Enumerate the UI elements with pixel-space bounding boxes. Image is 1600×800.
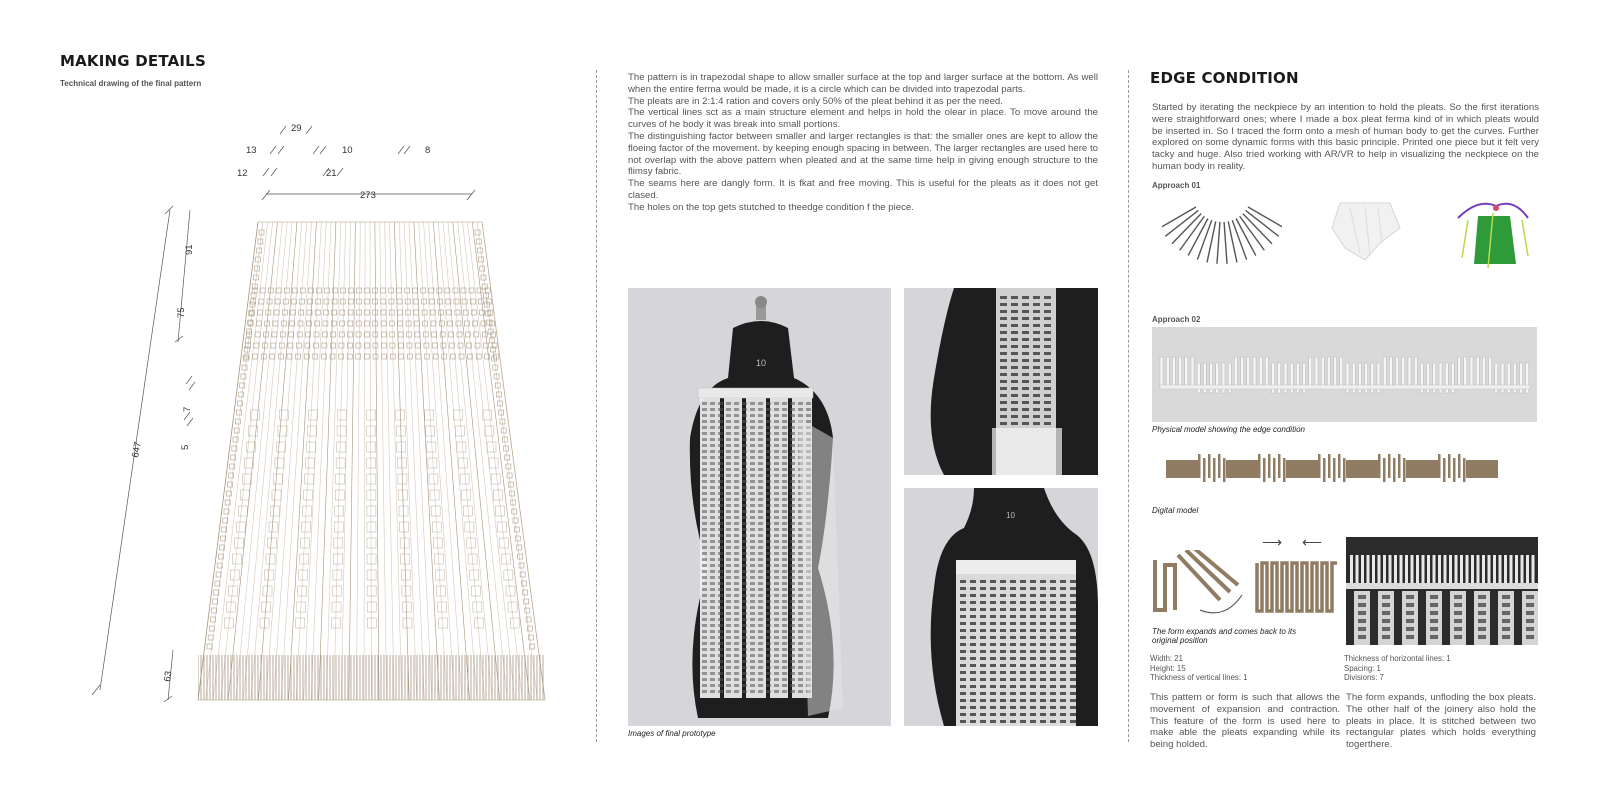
approach-01-white-drape xyxy=(1320,198,1410,268)
edge-condition-intro: Started by iterating the neckpiece by an intention to hold the pleats. So the first iterations were straightforward ones; where I made a box pleat ferma kind of in which pleats would be inserted in. So I traced the form onto a mesh of human body to get the curves. Further explored on some dynamic forms with this basic principle. Printed one piece but it felt very tacky and huge. Also tried working with AR/VR to help in visualizing the neckpiece on the human body in reality. xyxy=(1152,102,1539,172)
approach-02-label: Approach 02 xyxy=(1152,315,1201,324)
expand-caption: The form expands and comes back to its original position xyxy=(1152,627,1297,645)
spec-height: Height: 15 xyxy=(1150,663,1186,673)
dim-10: 10 xyxy=(342,145,353,156)
paragraph-2: The pleats are in 2:1:4 ration and covers only 50% of the pleat behind it as per the need. xyxy=(628,95,1003,107)
approach-01-fan-model xyxy=(1162,202,1282,272)
dim-63: 63 xyxy=(162,670,175,683)
digital-model-drawing xyxy=(1166,452,1501,487)
bottom-left-paragraph: This pattern or form is such that allows the movement of expansion and contraction. This feature of the form is used here to make able the pleats expanding while its being holded. xyxy=(1150,692,1340,751)
column-divider-right xyxy=(1128,70,1129,742)
prototype-caption: Images of final prototype xyxy=(628,729,716,738)
spec-vertical-thickness: Thickness of vertical lines: 1 xyxy=(1150,673,1248,683)
dim-273: 273 xyxy=(360,190,376,201)
prototype-photo-front xyxy=(628,288,891,726)
making-details-title: MAKING DETAILS xyxy=(60,52,206,70)
dim-21: 21 xyxy=(326,168,337,179)
physical-model-caption: Physical model showing the edge condition xyxy=(1152,425,1305,434)
technical-pattern-drawing xyxy=(80,110,560,720)
prototype-photo-side xyxy=(904,288,1098,475)
dim-29: 29 xyxy=(291,123,302,134)
paragraph-1: The pattern is in trapezodal shape to allow smaller surface at the top and larger surface at the bottom. As well when the entire ferma would be made, it is a circle which can be divided into trapezodal parts. xyxy=(628,72,1098,95)
column-divider-left xyxy=(596,70,597,742)
dim-5: 5 xyxy=(180,444,191,450)
specs-left xyxy=(1150,654,1248,683)
edge-condition-title: EDGE CONDITION xyxy=(1150,69,1299,87)
dim-647: 647 xyxy=(130,440,144,459)
dim-13: 13 xyxy=(246,145,257,156)
edge-closeup-photo xyxy=(1346,537,1538,645)
dim-8: 8 xyxy=(425,145,431,156)
spec-horizontal-thickness: Thickness of horizontal lines: 1 xyxy=(1344,654,1451,663)
expanded-form-drawing xyxy=(1150,550,1250,620)
pattern-description xyxy=(628,72,1098,214)
dim-75: 75 xyxy=(176,307,187,318)
paragraph-4: The distinguishing factor between smaller and larger rectangles is that: the smaller ones are kept to allow the floeing factor of the movement. by keeping enough spacing in between. The larger rectangles are used here to not overlap with the above pattern when pleated and at the same time help in giving enough structure to the flimsy fabric. xyxy=(628,130,1098,178)
paragraph-3: The vertical lines sct as a main structure element and helps in hold the olear in place. To move around the curves of he body it was break into small portions. xyxy=(628,107,1098,131)
spec-divisions: Divisions: 7 xyxy=(1344,673,1384,683)
mannequin-size-label-2: 10 xyxy=(1006,511,1015,520)
spec-spacing: Spacing: 1 xyxy=(1344,663,1381,673)
mannequin-size-label: 10 xyxy=(756,358,767,368)
bottom-right-paragraph: The form expands, unfloding the box pleats. The other half of the joinery also hold the pleats in place. It is stitched between two rectangular plates which holds everything togerthere. xyxy=(1346,692,1536,751)
approach-01-ar-vr-model xyxy=(1448,198,1538,270)
dim-12: 12 xyxy=(237,168,248,179)
paragraph-5: The seams here are dangly form. It is fkat and free moving. This is useful for the pleats as it does not get clased. xyxy=(628,178,1098,201)
approach-01-label: Approach 01 xyxy=(1152,181,1201,190)
making-details-subtitle: Technical drawing of the final pattern xyxy=(60,79,202,88)
dim-7: 7 xyxy=(182,406,193,412)
expand-arrow-right-icon: ⟶ xyxy=(1262,534,1283,550)
physical-model-photo xyxy=(1152,327,1537,422)
digital-model-caption: Digital model xyxy=(1152,506,1199,515)
dim-91: 91 xyxy=(184,244,195,255)
specs-right xyxy=(1344,654,1451,683)
expand-arrow-left-icon: ⟵ xyxy=(1302,534,1323,550)
paragraph-6: The holes on the top gets stutched to theedge condition f the piece. xyxy=(628,201,914,213)
prototype-photo-closeup xyxy=(904,488,1098,726)
spec-width: Width: 21 xyxy=(1150,654,1183,663)
contracted-form-drawing xyxy=(1253,553,1341,619)
